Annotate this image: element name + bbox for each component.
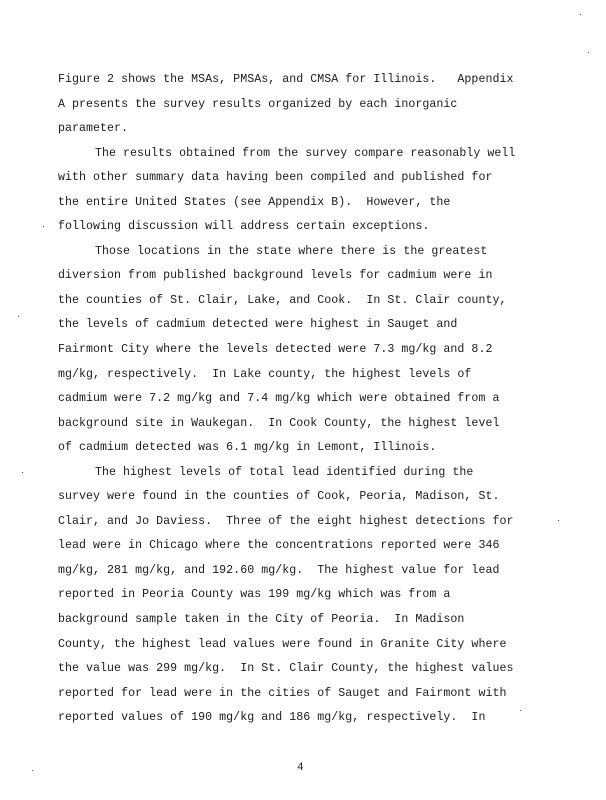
text-line: diversion from published background levels for cadmium were in (58, 269, 493, 283)
text-line: The results obtained from the survey compare reasonably well (95, 146, 516, 160)
text-line: background sample taken in the City of Peoria. In Madison (58, 613, 465, 627)
text-line: reported values of 190 mg/kg and 186 mg/kg, respectively. In (58, 711, 486, 725)
text-line: the value was 299 mg/kg. In St. Clair County, the highest values (58, 662, 514, 676)
text-line: with other summary data having been compiled and published for (58, 171, 493, 185)
text-line: of cadmium detected was 6.1 mg/kg in Lemont, Illinois. (58, 441, 437, 455)
text-line: background site in Waukegan. In Cook County, the highest level (58, 416, 500, 430)
text-line: following discussion will address certain exceptions. (58, 220, 430, 234)
scan-speck (520, 710, 521, 711)
text-line: reported in Peoria County was 199 mg/kg which was from a (58, 588, 451, 602)
text-line: the counties of St. Clair, Lake, and Cook. In St. Clair county, (58, 293, 507, 307)
text-line: Clair, and Jo Daviess. Three of the eight highest detections for (58, 514, 514, 528)
scan-speck (580, 14, 581, 15)
scan-speck (22, 472, 23, 473)
text-line: lead were in Chicago where the concentrations reported were 346 (58, 539, 500, 553)
text-line: reported for lead were in the cities of Sauget and Fairmont with (58, 686, 507, 700)
text-line: the levels of cadmium detected were highest in Sauget and (58, 318, 458, 332)
text-line: A presents the survey results organized by each inorganic (58, 97, 458, 111)
text-line: The highest levels of total lead identified during the (95, 465, 474, 479)
text-line: survey were found in the counties of Cook, Peoria, Madison, St. (58, 490, 500, 504)
text-line: parameter. (58, 122, 129, 136)
scan-speck (18, 316, 19, 317)
text-line: the entire United States (see Appendix B). However, the (58, 195, 451, 209)
scan-speck (43, 226, 44, 227)
text-line: Figure 2 shows the MSAs, PMSAs, and CMSA for Illinois. Appendix (58, 73, 514, 86)
text-line: mg/kg, respectively. In Lake county, the highest levels of (58, 367, 472, 381)
text-line: mg/kg, 281 mg/kg, and 192.60 mg/kg. The highest value for lead (58, 563, 500, 577)
text-line: Those locations in the state where there is the greatest (95, 244, 488, 258)
scan-speck (558, 520, 559, 521)
text-line: cadmium were 7.2 mg/kg and 7.4 mg/kg which were obtained from a (58, 392, 500, 406)
body-text (58, 68, 548, 731)
scan-speck (588, 52, 589, 53)
text-line: County, the highest lead values were found in Granite City where (58, 637, 507, 651)
text-line: Fairmont City where the levels detected were 7.3 mg/kg and 8.2 (58, 343, 493, 357)
page-number: 4 (297, 762, 304, 774)
scan-speck (32, 770, 33, 771)
